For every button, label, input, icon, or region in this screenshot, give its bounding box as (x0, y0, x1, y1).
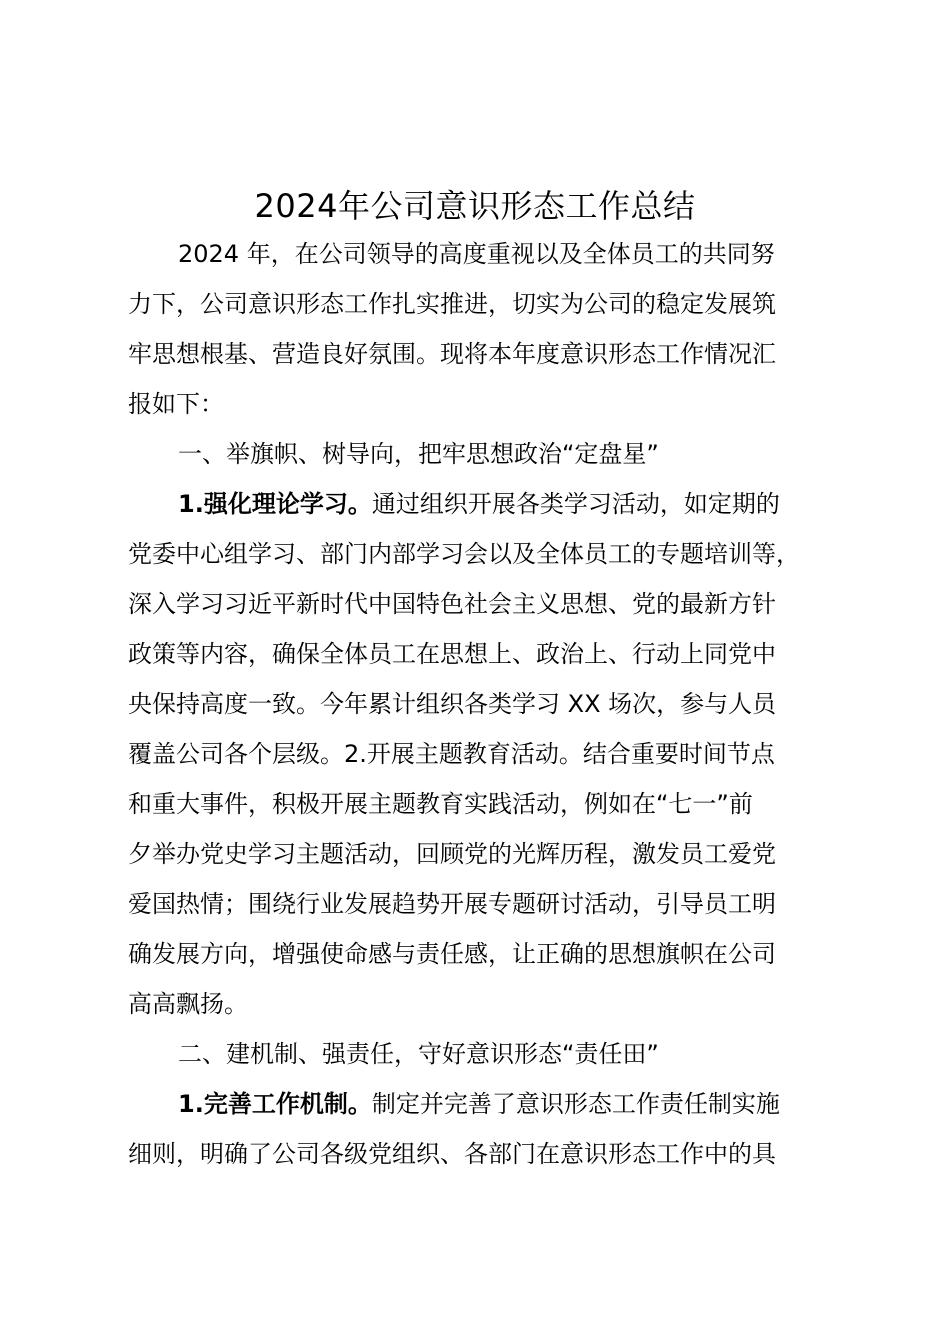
item-bold-label: 1.完善工作机制。 (178, 1090, 372, 1118)
section-heading: 一、举旗帜、树导向，把牢思想政治“定盘星” (178, 440, 659, 468)
intro-line: 牢思想根基、营造良好氛围。现将本年度意识形态工作情况汇 (128, 340, 776, 368)
paragraph-line: 夕举办党史学习主题活动，回顾党的光辉历程，激发员工爱党 (128, 840, 776, 868)
section-heading: 二、建机制、强责任，守好意识形态“责任田” (178, 1040, 659, 1068)
intro-line: 力下，公司意识形态工作扎实推进，切实为公司的稳定发展筑 (128, 290, 776, 318)
paragraph-line: 央保持高度一致。今年累计组织各类学习 XX 场次，参与人员 (128, 690, 777, 718)
item-bold-label: 1.强化理论学习。 (178, 490, 372, 518)
intro-line: 报如下： (128, 390, 224, 418)
paragraph-line: 党委中心组学习、部门内部学习会以及全体员工的专题培训等， (128, 540, 800, 568)
item-text: 制定并完善了意识形态工作责任制实施 (371, 1090, 780, 1118)
paragraph-line: 深入学习习近平新时代中国特色社会主义思想、党的最新方针 (128, 590, 776, 618)
paragraph-line: 政策等内容，确保全体员工在思想上、政治上、行动上同党中 (128, 640, 776, 668)
paragraph-line: 细则，明确了公司各级党组织、各部门在意识形态工作中的具 (128, 1140, 776, 1168)
intro-line: 2024 年，在公司领导的高度重视以及全体员工的共同努 (178, 240, 775, 268)
item-text: 通过组织开展各类学习活动，如定期的 (371, 490, 780, 518)
document-title: 2024年公司意识形态工作总结 (254, 187, 696, 225)
paragraph-line: 高高飘扬。 (128, 990, 248, 1018)
paragraph-line (178, 1088, 780, 1120)
paragraph-line (178, 488, 780, 520)
paragraph-line: 确发展方向，增强使命感与责任感，让正确的思想旗帜在公司 (128, 940, 776, 968)
paragraph-line: 覆盖公司各个层级。2.开展主题教育活动。结合重要时间节点 (128, 740, 775, 768)
paragraph-line: 和重大事件，积极开展主题教育实践活动，例如在“七一”前 (128, 790, 753, 818)
paragraph-line: 爱国热情；围绕行业发展趋势开展专题研讨活动，引导员工明 (128, 890, 776, 918)
